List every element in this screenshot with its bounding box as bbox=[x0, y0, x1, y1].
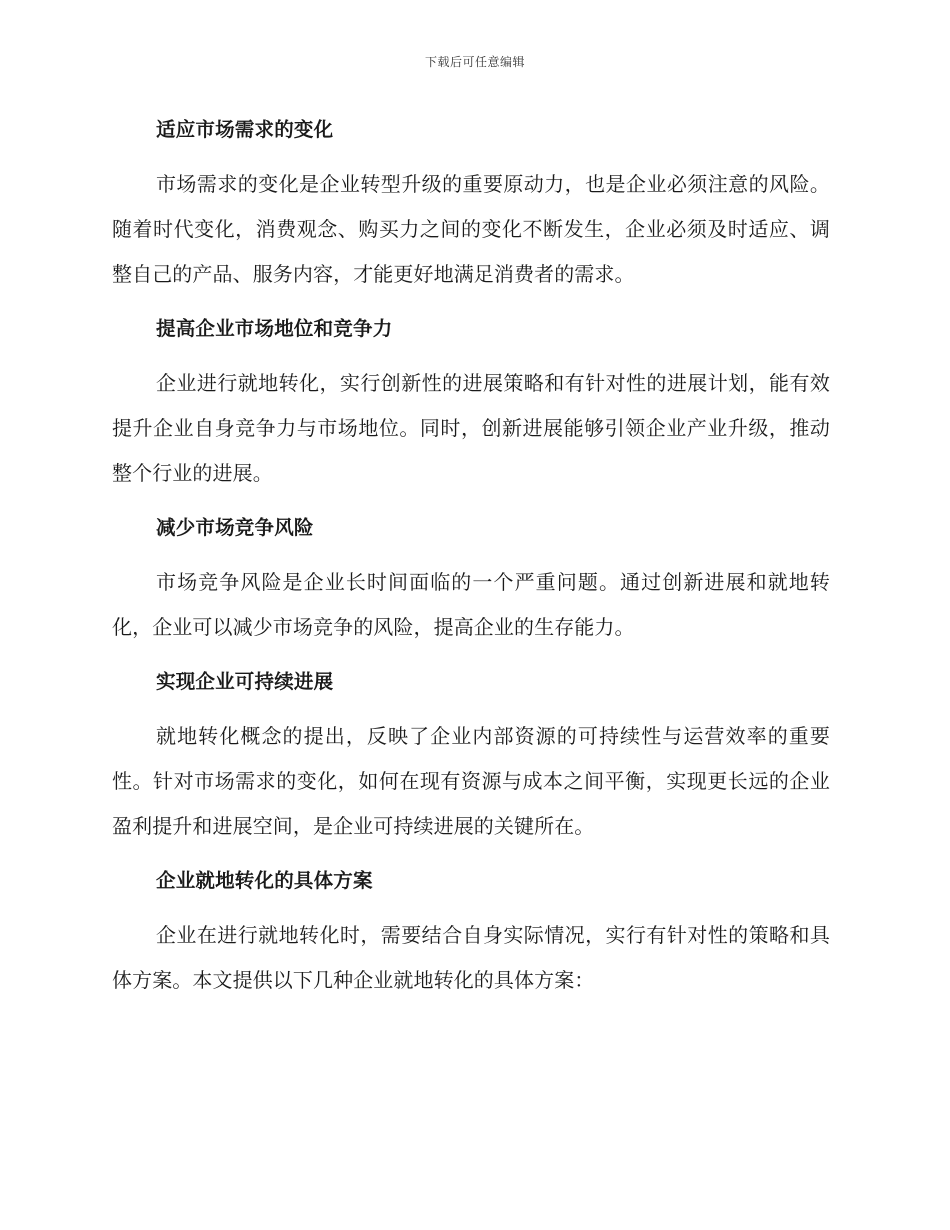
section-heading: 实现企业可持续进展 bbox=[156, 670, 334, 693]
section-paragraph: 企业在进行就地转化时，需要结合自身实际情况，实行有针对性的策略和具体方案。本文提供以下几种企业就地转化的具体方案： bbox=[112, 923, 830, 992]
section-paragraph: 市场竞争风险是企业长时间面临的一个严重问题。通过创新进展和就地转化，企业可以减少市场竞争的风险，提高企业的生存能力。 bbox=[112, 570, 830, 639]
section-sustainable-development bbox=[112, 664, 830, 849]
section-market-demand bbox=[112, 112, 830, 297]
document-body bbox=[112, 112, 830, 1017]
section-competition-risk bbox=[112, 510, 830, 650]
section-heading: 企业就地转化的具体方案 bbox=[156, 869, 373, 892]
section-paragraph: 市场需求的变化是企业转型升级的重要原动力，也是企业必须注意的风险。随着时代变化，消费观念、购买力之间的变化不断发生，企业必须及时适应、调整自己的产品、服务内容，才能更好地满足消费者的需求。 bbox=[112, 172, 830, 286]
section-paragraph: 企业进行就地转化，实行创新性的进展策略和有针对性的进展计划，能有效提升企业自身竞争力与市场地位。同时，创新进展能够引领企业产业升级，推动整个行业的进展。 bbox=[112, 371, 830, 485]
section-heading: 适应市场需求的变化 bbox=[156, 118, 334, 141]
header-note: 下载后可任意编辑 bbox=[424, 55, 525, 69]
section-heading: 提高企业市场地位和竞争力 bbox=[156, 317, 393, 340]
section-specific-plan bbox=[112, 863, 830, 1003]
section-paragraph: 就地转化概念的提出，反映了企业内部资源的可持续性与运营效率的重要性。针对市场需求的变化，如何在现有资源与成本之间平衡，实现更长远的企业盈利提升和进展空间，是企业可持续进展的关键所在。 bbox=[112, 724, 830, 838]
section-market-position bbox=[112, 311, 830, 496]
section-heading: 减少市场竞争风险 bbox=[156, 516, 314, 539]
